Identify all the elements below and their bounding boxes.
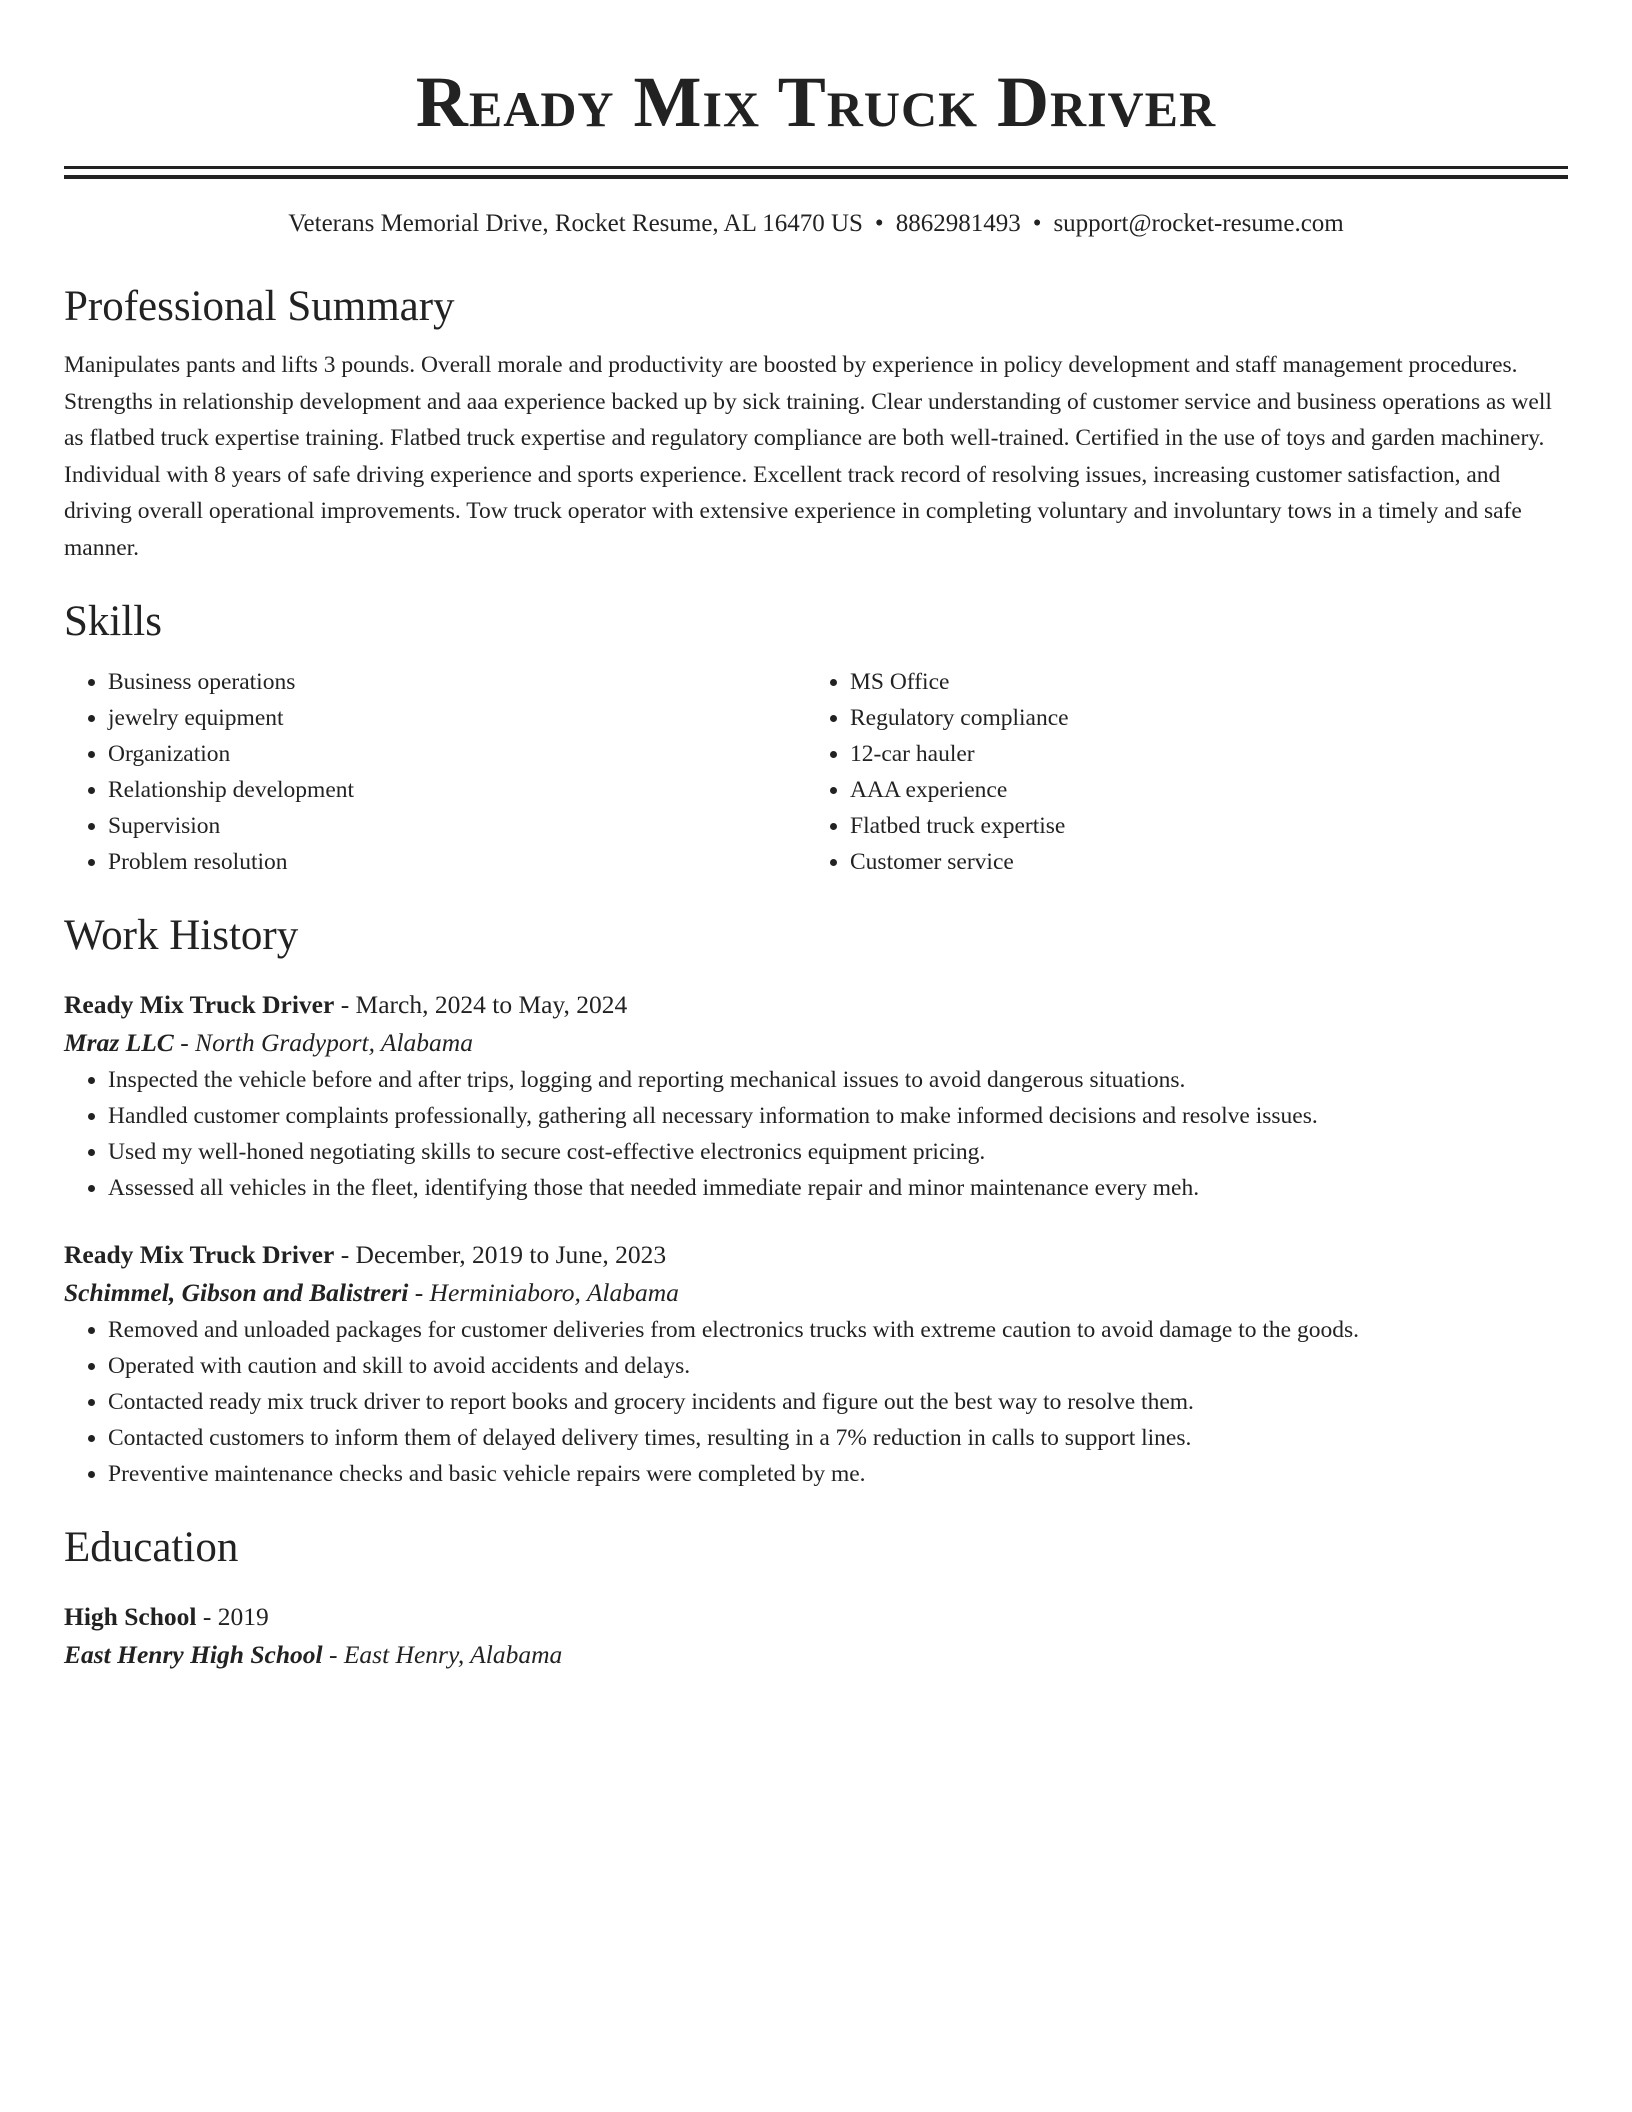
contact-email: support@rocket-resume.com [1053,210,1344,237]
skill-item: • Problem resolution [108,844,806,880]
job-title-line [64,986,1568,1024]
job-duty: • Operated with caution and skill to avoid accidents and delays. [108,1348,1568,1384]
job-duty: • Contacted customers to inform them of delayed delivery times, resulting in a 7% reduction in calls to support lines. [108,1420,1568,1456]
summary-heading: Professional Summary [64,283,455,330]
school-name: East Henry High School [64,1640,323,1669]
work-history-heading: Work History [64,912,299,959]
summary-text: Manipulates pants and lifts 3 pounds. Overall morale and productivity are boosted by experience in policy development and staff management procedures. Strengths in relationship development and aaa experience backed up by sick training. Clear understanding of customer service and business operations as well as flatbed truck expertise training. Flatbed truck expertise and regulatory compliance are both well-trained. Certified in the use of toys and garden machinery. Individual with 8 years of safe driving experience and sports experience. Excellent track record of resolving issues, increasing customer satisfaction, and driving overall operational improvements. Tow truck operator with extensive experience in completing voluntary and involuntary tows in a timely and safe manner. [64,352,1552,561]
job-entry [64,986,1568,1206]
company-name: Schimmel, Gibson and Balistreri [64,1278,409,1307]
company-line [64,1024,1568,1062]
job-title: Ready Mix Truck Driver [64,1240,335,1269]
degree-name: High School [64,1602,197,1631]
skills-list-right [806,664,1568,880]
job-title-line [64,1236,1568,1274]
resume-title: Ready Mix Truck Driver [415,62,1217,142]
job-dates: - December, 2019 to June, 2023 [340,1240,667,1269]
skills-heading: Skills [64,598,162,645]
skill-item: • MS Office [850,664,1568,700]
job-duty: • Used my well-honed negotiating skills to secure cost-effective electronics equipment pricing. [108,1134,1568,1170]
job-dates: - March, 2024 to May, 2024 [340,990,628,1019]
skill-item: • Regulatory compliance [850,700,1568,736]
skill-item: • AAA experience [850,772,1568,808]
contact-separator: • [1032,210,1042,237]
skill-item: • Customer service [850,844,1568,880]
contact-separator: • [874,210,884,237]
job-duty: • Removed and unloaded packages for customer deliveries from electronics trucks with extreme caution to avoid damage to the goods. [108,1312,1568,1348]
job-duties-list [64,1312,1568,1492]
school-location: - East Henry, Alabama [328,1640,563,1669]
skills-grid [64,664,1568,880]
company-location: - North Gradyport, Alabama [180,1028,473,1057]
skill-item: • 12-car hauler [850,736,1568,772]
skill-item: • jewelry equipment [108,700,806,736]
job-duty: • Assessed all vehicles in the fleet, identifying those that needed immediate repair and minor maintenance every meh. [108,1170,1568,1206]
job-duty: • Preventive maintenance checks and basic vehicle repairs were completed by me. [108,1456,1568,1492]
skill-item: • Flatbed truck expertise [850,808,1568,844]
contact-line [64,207,1568,241]
job-entry [64,1236,1568,1492]
degree-year: - 2019 [202,1602,269,1631]
job-title: Ready Mix Truck Driver [64,990,335,1019]
job-duty: • Contacted ready mix truck driver to report books and grocery incidents and figure out the best way to resolve them. [108,1384,1568,1420]
company-name: Mraz LLC [64,1028,174,1057]
company-line [64,1274,1568,1312]
job-duties-list [64,1062,1568,1206]
degree-line [64,1598,1568,1636]
company-location: - Herminiaboro, Alabama [414,1278,679,1307]
education-heading: Education [64,1524,239,1571]
skill-item: • Relationship development [108,772,806,808]
skill-item: • Business operations [108,664,806,700]
header-divider-top [64,166,1568,169]
skills-list-left [64,664,806,880]
skill-item: • Supervision [108,808,806,844]
contact-phone: 8862981493 [895,210,1021,237]
skill-item: • Organization [108,736,806,772]
contact-address: Veterans Memorial Drive, Rocket Resume, AL 16470 US [288,210,863,237]
header-divider-bottom [64,175,1568,179]
job-duty: • Handled customer complaints professionally, gathering all necessary information to make informed decisions and resolve issues. [108,1098,1568,1134]
job-duty: • Inspected the vehicle before and after trips, logging and reporting mechanical issues to avoid dangerous situations. [108,1062,1568,1098]
school-line [64,1636,1568,1674]
